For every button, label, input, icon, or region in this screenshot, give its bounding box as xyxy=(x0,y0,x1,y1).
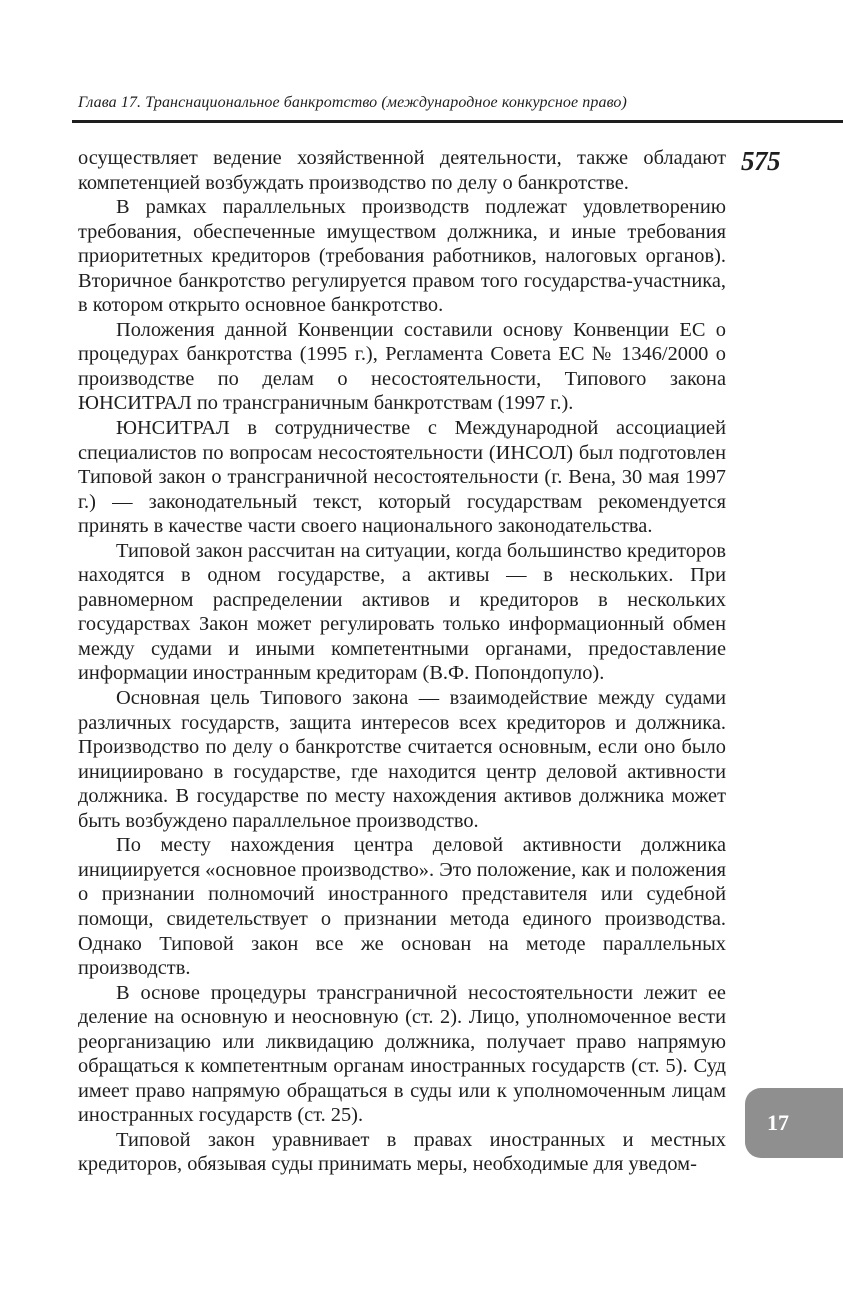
page-number: 575 xyxy=(741,146,780,176)
paragraph: Типовой закон рассчитан на ситуации, когда большинство кредиторов находятся в одном государстве, а активы — в нескольких. При равномерном распределении активов и кредиторов в нескольких государствах Закон может регулировать только информационный обмен между судами и иными компетентными органами, предоставление информации иностранным кредиторам (В.Ф. Попондопуло). xyxy=(78,539,726,685)
paragraph: ЮНСИТРАЛ в сотрудничестве с Международной ассоциацией специалистов по вопросам несостоятельности (ИНСОЛ) был подготовлен Типовой закон о трансграничной несостоятельности (г. Вена, 30 мая 1997 г.) — законодательный текст, который государствам рекомендуется принять в качестве части своего национального законодательства. xyxy=(78,417,726,538)
chapter-tab xyxy=(745,1088,843,1158)
paragraph: Основная цель Типового закона — взаимодействие между судами различных государств, защита интересов всех кредиторов и должника. Производство по делу о банкротстве считается основным, если оно было инициировано в государстве, где находится центр деловой активности должника. В государстве по месту нахождения активов должника может быть возбуждено параллельное производство. xyxy=(78,687,726,832)
paragraph: В основе процедуры трансграничной несостоятельности лежит ее деление на основную и неосновную (ст. 2). Лицо, уполномоченное вести реорганизацию или ликвидацию должника, получает право напрямую обращаться к компетентным органам иностранных государств (ст. 5). Суд имеет право напрямую обращаться в суды или к уполномоченным лицам иностранных государств (ст. 25). xyxy=(78,981,726,1127)
header-rule xyxy=(72,120,843,123)
paragraph-continuation: осуществляет ведение хозяйственной деятельности, также обладают компетенцией возбуждать производство по делу о банкротстве. xyxy=(78,147,726,194)
paragraph: В рамках параллельных производств подлежат удовлетворению требования, обеспеченные имуществом должника, и иные требования приоритетных кредиторов (требования работников, налоговых органов). Вторичное банкротство регулируется правом того государства-участника, в котором открыто основное банкротство. xyxy=(78,196,726,317)
body-text xyxy=(78,146,726,1177)
paragraph: По месту нахождения центра деловой активности должника инициируется «основное производство». Это положение, как и положения о признании полномочий иностранного представителя или судебной помощи, свидетельствует о признании метода единого производства. Однако Типовой закон все же основан на методе параллельных производств. xyxy=(78,834,726,980)
paragraph: Положения данной Конвенции составили основу Конвенции ЕС о процедурах банкротства (1995 г.), Регламента Совета ЕС № 1346/2000 о производстве по делам о несостоятельности, Типового закона ЮНСИТРАЛ по трансграничным банкротствам (1997 г.). xyxy=(78,318,726,415)
paragraph-last: Типовой закон уравнивает в правах иностранных и местных кредиторов, обязывая суды принимать меры, необходимые для уведом- xyxy=(78,1128,726,1176)
chapter-tab-number: 17 xyxy=(767,1110,789,1135)
running-header: Глава 17. Транснациональное банкротство (международное конкурсное право) xyxy=(78,94,627,111)
